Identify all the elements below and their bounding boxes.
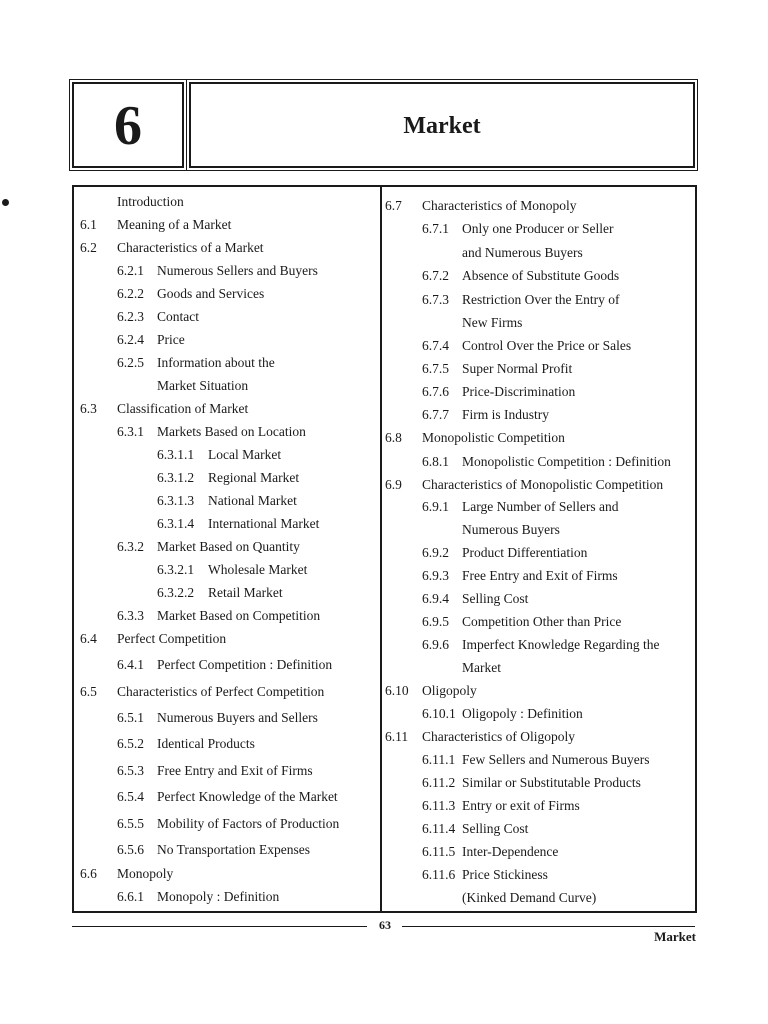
toc-entry-number: 6.11.4 (422, 821, 456, 836)
chapter-number-box (72, 82, 184, 168)
toc-entry-text: Perfect Competition (117, 631, 227, 646)
running-title: Market (654, 929, 696, 944)
toc-entry-text: Monopoly (117, 866, 174, 881)
toc-entry-text: Similar or Substitutable Products (462, 775, 641, 790)
toc-entry-text: Information about the (157, 355, 275, 370)
toc-entry-text: Market Based on Quantity (157, 539, 300, 554)
chapter-title: Market (403, 113, 481, 139)
toc-entry-number: 6.2.4 (117, 332, 144, 347)
toc-entry-number: 6.8.1 (422, 454, 449, 469)
toc-entry-number: 6.11.2 (422, 775, 456, 790)
toc-entry-text: Absence of Substitute Goods (462, 268, 620, 283)
toc-entry-number: 6.5.6 (117, 842, 144, 857)
toc-entry-number: 6.5.3 (117, 763, 144, 778)
toc-entry-text: Firm is Industry (462, 407, 550, 422)
toc-entry-text: Monopolistic Competition (422, 430, 565, 445)
toc-entry-text: Selling Cost (462, 821, 529, 836)
toc-entry-number: 6.7.3 (422, 292, 449, 307)
toc-entry-number: 6.9.2 (422, 545, 449, 560)
toc-entry-number: 6.11.3 (422, 798, 456, 813)
toc-entry-number: 6.3.2.2 (157, 585, 195, 600)
toc-entry-number: 6.2.2 (117, 286, 144, 301)
toc-entry-text: Goods and Services (157, 286, 265, 301)
toc-entry-text: Characteristics of Oligopoly (422, 729, 575, 744)
toc-entry-text: Perfect Competition : Definition (157, 657, 333, 672)
toc-entry-number: 6.5.4 (117, 789, 144, 804)
toc-entry-text: Market (462, 660, 501, 675)
toc-entry-text: Characteristics of Monopoly (422, 198, 577, 213)
toc-entry-number: 6.6 (80, 866, 97, 881)
toc-entry-text: Product Differentiation (462, 545, 588, 560)
toc-entry-number: 6.3.2 (117, 539, 144, 554)
toc-entry-number: 6.7.2 (422, 268, 449, 283)
toc-entry-text: Control Over the Price or Sales (462, 338, 632, 353)
toc-entry-text: Restriction Over the Entry of (462, 292, 620, 307)
toc-entry-number: 6.7 (385, 198, 402, 213)
toc-entry-number: 6.10 (385, 683, 409, 698)
toc-entry-text: Price (157, 332, 185, 347)
toc-entry-text: Few Sellers and Numerous Buyers (462, 752, 650, 767)
toc-entry-number: 6.5 (80, 684, 97, 699)
toc-entry-text: Characteristics of Perfect Competition (117, 684, 325, 699)
footer-rule-left (72, 926, 367, 927)
toc-entry-text: Market Situation (157, 378, 249, 393)
toc-entry-text: and Numerous Buyers (462, 245, 583, 260)
toc-entry-number: 6.5.1 (117, 710, 144, 725)
toc-entry-text: Entry or exit of Firms (462, 798, 580, 813)
toc-entry-text: Introduction (117, 194, 184, 209)
toc-entry-number: 6.4.1 (117, 657, 144, 672)
toc-entry-text: Super Normal Profit (462, 361, 573, 376)
toc-entry-text: Markets Based on Location (157, 424, 306, 439)
toc-entry-number: 6.2.1 (117, 263, 144, 278)
toc-entry-text: Regional Market (208, 470, 300, 485)
toc-entry-text: Free Entry and Exit of Firms (462, 568, 618, 583)
toc-entry-number: 6.10.1 (422, 706, 456, 721)
toc-entry-number: 6.2.5 (117, 355, 144, 370)
toc-entry-text: Competition Other than Price (462, 614, 622, 629)
toc-entry-text: Numerous Sellers and Buyers (157, 263, 318, 278)
toc-entry-text: Numerous Buyers and Sellers (157, 710, 318, 725)
chapter-title-box (189, 82, 695, 168)
toc-entry-text: Local Market (208, 447, 282, 462)
toc-entry-number: 6.9.5 (422, 614, 449, 629)
toc-entry-text: (Kinked Demand Curve) (462, 890, 597, 905)
toc-entry-number: 6.3.1.2 (157, 470, 195, 485)
toc-entry-number: 6.3.3 (117, 608, 144, 623)
toc-entry-number: 6.4 (80, 631, 97, 646)
toc-entry-text: New Firms (462, 315, 523, 330)
toc-entry-number: 6.9.1 (422, 499, 449, 514)
toc-entry-text: Selling Cost (462, 591, 529, 606)
toc-entry-text: Oligopoly (422, 683, 477, 698)
toc-entry-text: Price-Discrimination (462, 384, 576, 399)
toc-entry-number: 6.3 (80, 401, 97, 416)
toc-entry-text: Contact (157, 309, 199, 324)
toc-entry-text: Price Stickiness (462, 867, 548, 882)
toc-entry-text: Perfect Knowledge of the Market (157, 789, 338, 804)
bullet-icon (2, 199, 9, 206)
toc-entry-text: Only one Producer or Seller (462, 221, 614, 236)
toc-entry-number: 6.2.3 (117, 309, 144, 324)
toc-entry-text: Inter-Dependence (462, 844, 559, 859)
toc-entry-number: 6.11.1 (422, 752, 456, 767)
toc-entry-text: Oligopoly : Definition (462, 706, 583, 721)
toc-entry-number: 6.7.4 (422, 338, 449, 353)
toc-entry-text: Characteristics of Monopolistic Competition (422, 477, 664, 492)
toc-entry-number: 6.11.6 (422, 867, 456, 882)
toc-entry-text: Monopolistic Competition : Definition (462, 454, 671, 469)
toc-entry-text: Mobility of Factors of Production (157, 816, 340, 831)
toc-entry-number: 6.9.4 (422, 591, 449, 606)
toc-entry-text: International Market (208, 516, 320, 531)
toc-entry-text: National Market (208, 493, 297, 508)
footer-rule-right (402, 926, 695, 927)
toc-entry-text: Retail Market (208, 585, 283, 600)
toc-entry-number: 6.3.2.1 (157, 562, 195, 577)
toc-entry-text: Classification of Market (117, 401, 249, 416)
toc-entry-number: 6.7.7 (422, 407, 449, 422)
toc-entry-number: 6.9 (385, 477, 402, 492)
toc-entry-text: Wholesale Market (208, 562, 308, 577)
toc-entry-number: 6.8 (385, 430, 402, 445)
toc-entry-number: 6.5.2 (117, 736, 144, 751)
toc-entry-number: 6.2 (80, 240, 97, 255)
toc-entry-text: Numerous Buyers (462, 522, 560, 537)
toc-entry-number: 6.3.1.1 (157, 447, 195, 462)
toc-entry-text: Characteristics of a Market (117, 240, 264, 255)
toc-entry-number: 6.5.5 (117, 816, 144, 831)
toc-entry-number: 6.3.1 (117, 424, 144, 439)
toc-entry-number: 6.7.6 (422, 384, 449, 399)
toc-entry-text: Market Based on Competition (157, 608, 321, 623)
toc-entry-text: Large Number of Sellers and (462, 499, 619, 514)
page-number: 63 (379, 918, 391, 932)
chapter-number: 6 (114, 95, 142, 157)
toc-entry-number: 6.11.5 (422, 844, 456, 859)
column-divider (380, 185, 382, 913)
toc-entry-text: Meaning of a Market (117, 217, 232, 232)
toc-entry-text: Monopoly : Definition (157, 889, 280, 904)
toc-entry-text: Imperfect Knowledge Regarding the (462, 637, 660, 652)
toc-entry-number: 6.7.5 (422, 361, 449, 376)
toc-entry-text: Identical Products (157, 736, 255, 751)
toc-entry-number: 6.6.1 (117, 889, 144, 904)
toc-entry-number: 6.7.1 (422, 221, 449, 236)
toc-entry-number: 6.3.1.4 (157, 516, 195, 531)
toc-entry-number: 6.9.6 (422, 637, 449, 652)
toc-entry-text: Free Entry and Exit of Firms (157, 763, 313, 778)
toc-entry-number: 6.11 (385, 729, 409, 744)
toc-entry-number: 6.9.3 (422, 568, 449, 583)
toc-entry-number: 6.3.1.3 (157, 493, 195, 508)
toc-entry-text: No Transportation Expenses (157, 842, 310, 857)
toc-entry-number: 6.1 (80, 217, 97, 232)
